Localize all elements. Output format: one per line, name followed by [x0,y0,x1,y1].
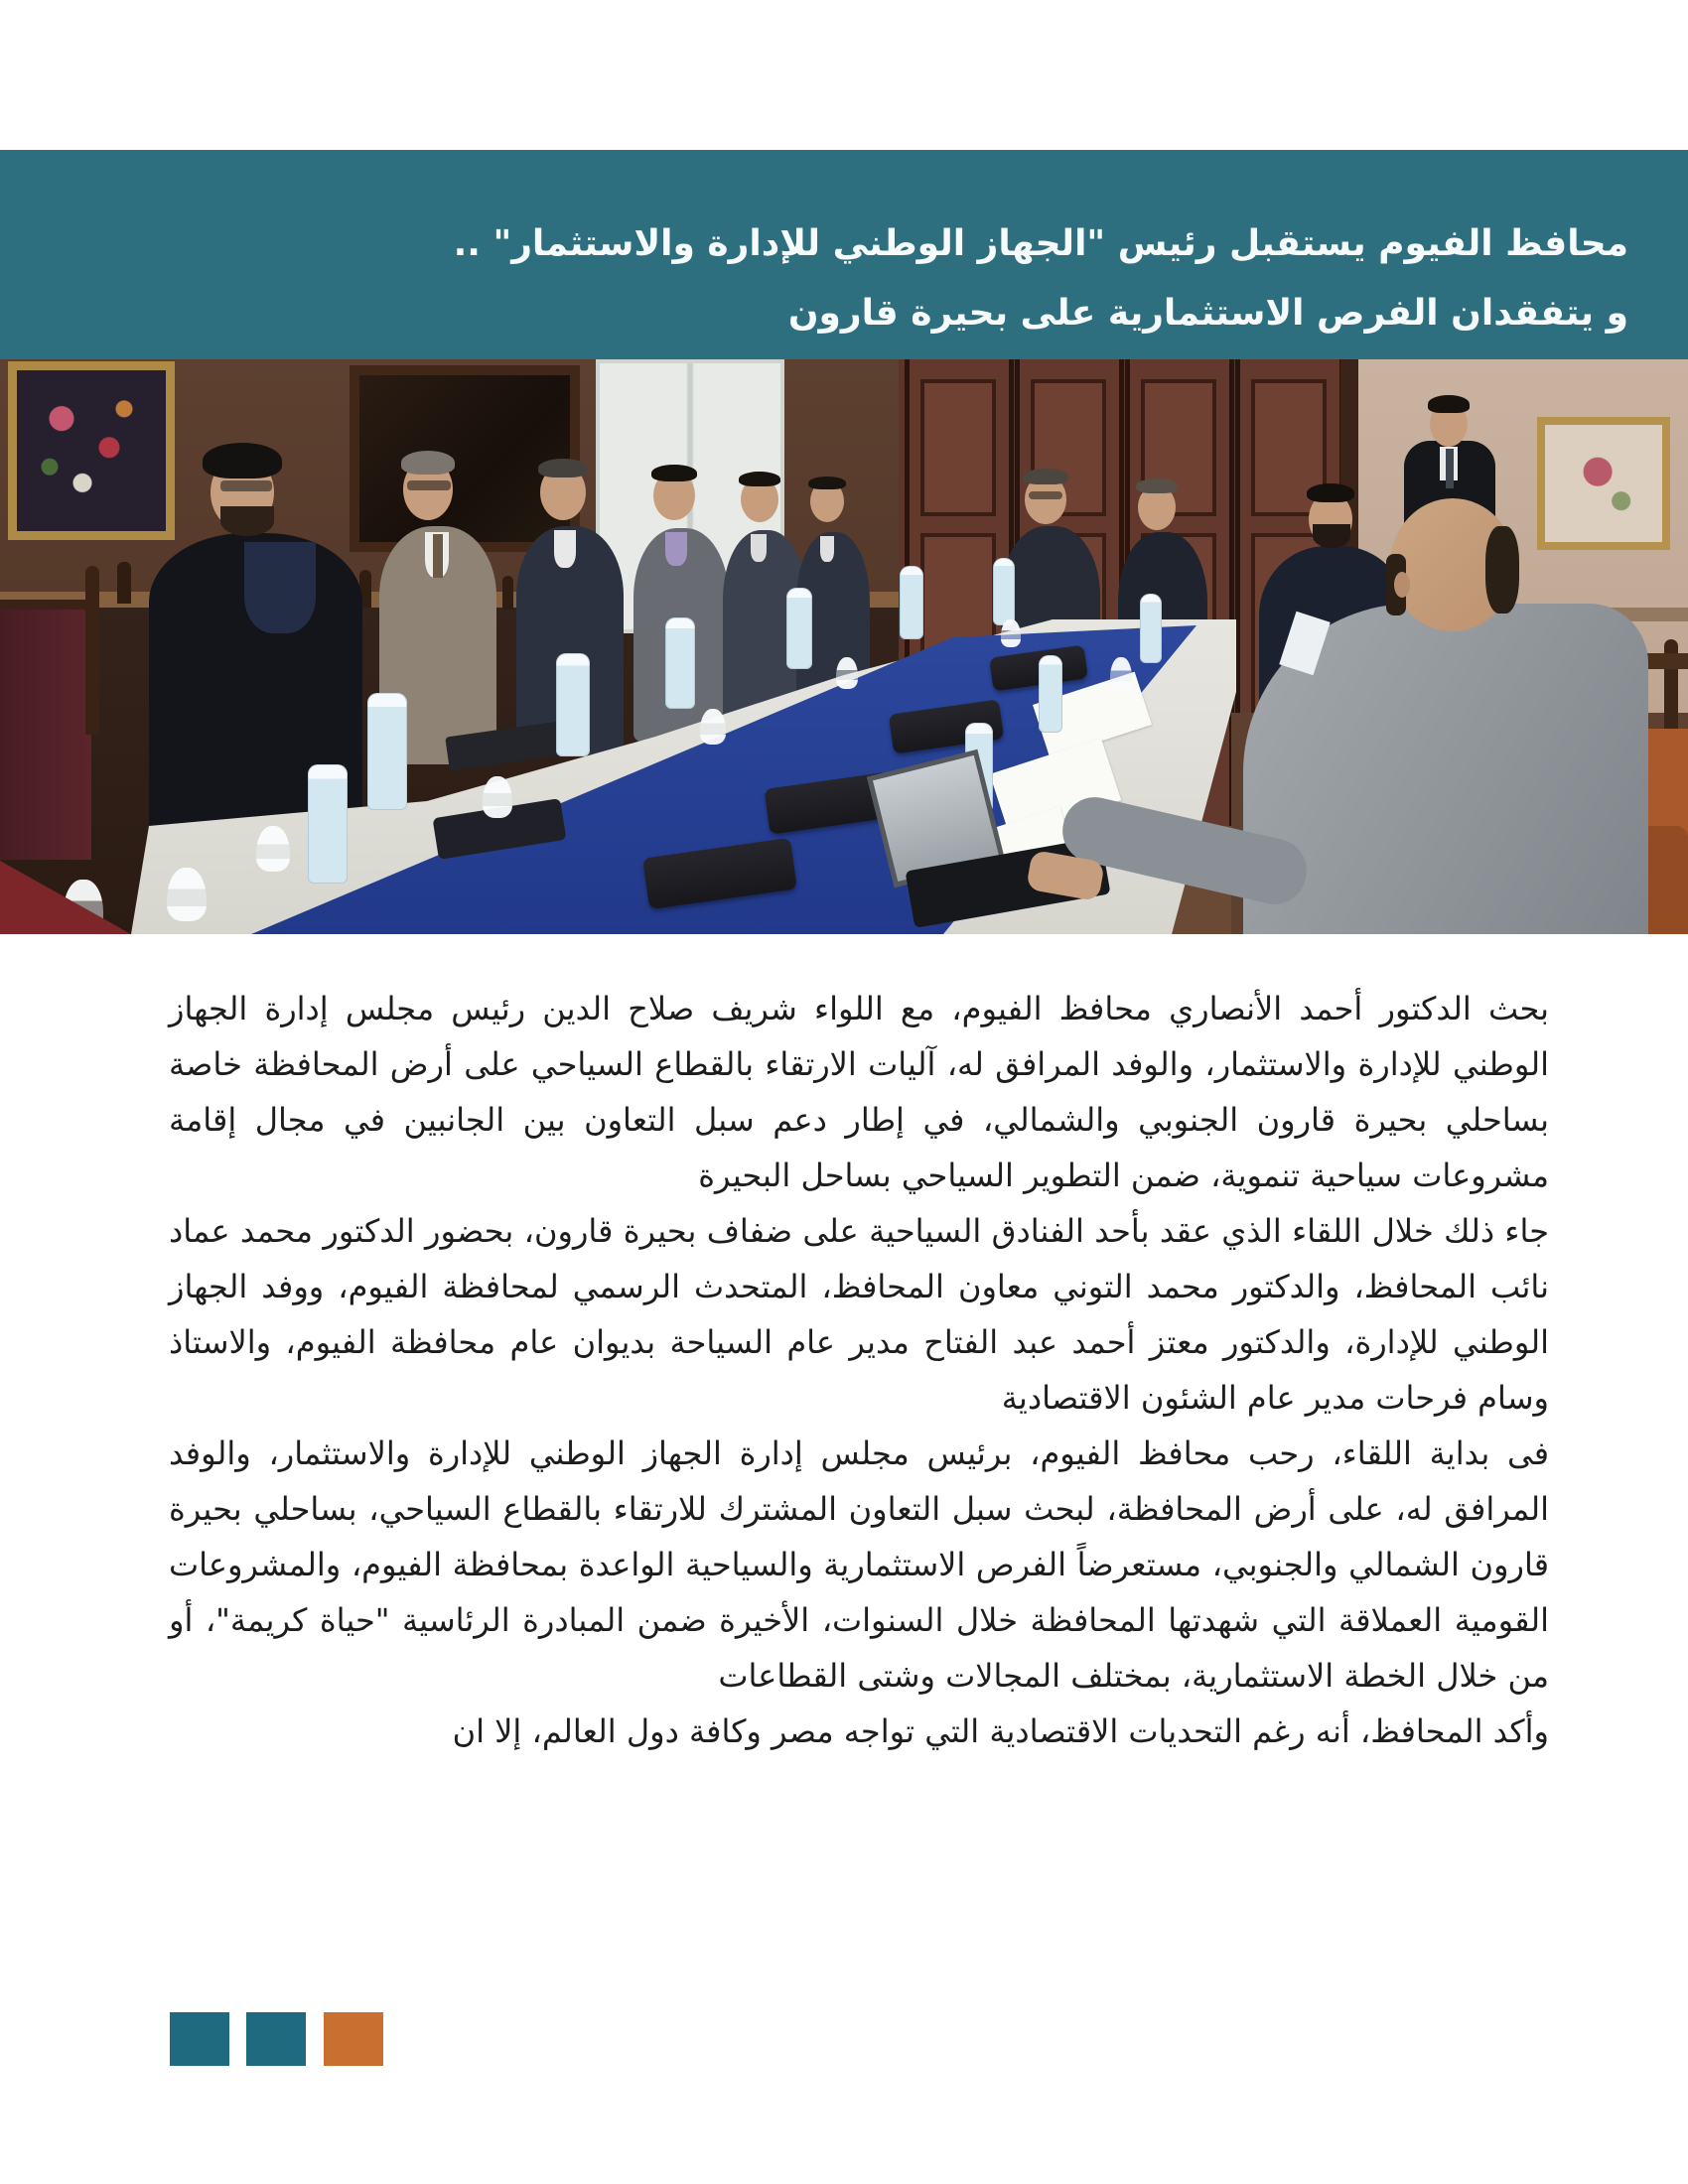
person-beard [220,506,274,536]
person-tie [433,534,443,578]
person-hair [538,459,588,478]
floral-painting-left [8,361,175,540]
drinking-glass [483,776,512,818]
water-bottle [308,764,348,884]
footer-square-orange [324,2012,383,2066]
water-bottle [900,566,923,639]
person-glasses [407,480,451,490]
paragraph-2: جاء ذلك خلال اللقاء الذي عقد بأحد الفنادق السياحية على ضفاف بحيرة قارون، بحضور الدكتور محمد عماد نائب المحافظ، والدكتور محمد التوني معاون المحافظ، المتحدث الرسمي لمحافظة الفيوم، ووفد الجهاز الوطني للإدارة، والدكتور معتز أحمد عبد الفتاح مدير عام السياحة بديوان عام محافظة الفيوم، والاستاذ وسام فرحات مدير عام الشئون الاقتصادية [169,1212,1549,1417]
chair-post [85,566,99,735]
person-beard [1313,524,1350,548]
person-hair [739,472,780,486]
person-glasses [1029,491,1062,499]
headline-band [0,150,1688,359]
water-bottle [786,588,812,669]
person-shirt [665,532,687,566]
standing-person-hair [1428,395,1470,413]
person-hair [203,443,282,478]
person-hair [1307,483,1354,502]
foreground-person-hair [1485,526,1519,614]
drinking-glass [1001,619,1021,647]
door-panel [920,379,996,516]
standing-person-tie [1446,449,1454,488]
water-bottle [1140,594,1162,663]
paragraph-4: وأكد المحافظ، أنه رغم التحديات الاقتصادية التي تواجه مصر وكافة دول العالم، إلا ان [452,1712,1549,1750]
drinking-glass [700,709,726,745]
drinking-glass [167,868,207,921]
drinking-glass [256,826,290,872]
drinking-glass [836,657,858,689]
meeting-photo [0,359,1688,934]
chair-post [502,576,513,610]
person-hair [401,451,455,475]
water-bottle [556,653,590,756]
maroon-chair [0,610,91,860]
water-bottle [993,558,1015,625]
water-bottle [1039,655,1062,733]
foreground-person-ear [1394,572,1410,598]
person-hair [651,465,697,481]
person-shirt [554,530,576,568]
footer-square-teal-1 [170,2012,229,2066]
floral-painting-right [1537,417,1670,550]
person-glasses [220,480,272,491]
drinking-glass [1110,657,1132,691]
person-shirt [244,542,316,633]
chair-post [117,562,131,604]
paragraph-3: فى بداية اللقاء، رحب محافظ الفيوم، برئيس مجلس إدارة الجهاز الوطني للإدارة والاستثمار، والوفد المرافق له، على أرض المحافظة، لبحث سبل التعاون المشترك للارتقاء بالقطاع السياحي، بساحلي بحيرة قارون الشمالي والجنوبي، مستعرضاً الفرص الاستثمارية والسياحية الواعدة بمحافظة الفيوم، والمشروعات القومية العملاقة التي شهدتها المحافظة خلال السنوات، الأخيرة ضمن المبادرة الرئاسية "حياة كريمة"، أو من خلال الخطة الاستثمارية، بمختلف المجالات وشتى القطاعات [169,1434,1549,1695]
footer-square-teal-2 [246,2012,306,2066]
framed-mirror [350,365,580,552]
person-hair [1023,469,1068,484]
headline-line-2: و يتفقدان الفرص الاستثمارية على بحيرة قارون [787,293,1628,334]
person-hair [1136,478,1178,493]
headline-line-1: محافظ الفيوم يستقبل رئيس "الجهاز الوطني للإدارة والاستثمار" .. [453,223,1628,264]
person-hair [808,477,846,489]
person-shirt [751,534,767,562]
paragraph-1: بحث الدكتور أحمد الأنصاري محافظ الفيوم، مع اللواء شريف صلاح الدين رئيس مجلس إدارة الجهاز الوطني للإدارة والاستثمار، والوفد المرافق له، آليات الارتقاء بالقطاع السياحي على أرض المحافظة خاصة بساحلي بحيرة قارون الجنوبي والشمالي، في إطار دعم سبل التعاون بين الجانبين في مجال إقامة مشروعات سياحية تنموية، ضمن التطوير السياحي بساحل البحيرة [169,990,1549,1194]
water-bottle [367,693,407,810]
person-shirt [820,536,834,562]
water-bottle [665,617,695,709]
article-body [169,981,1549,1759]
